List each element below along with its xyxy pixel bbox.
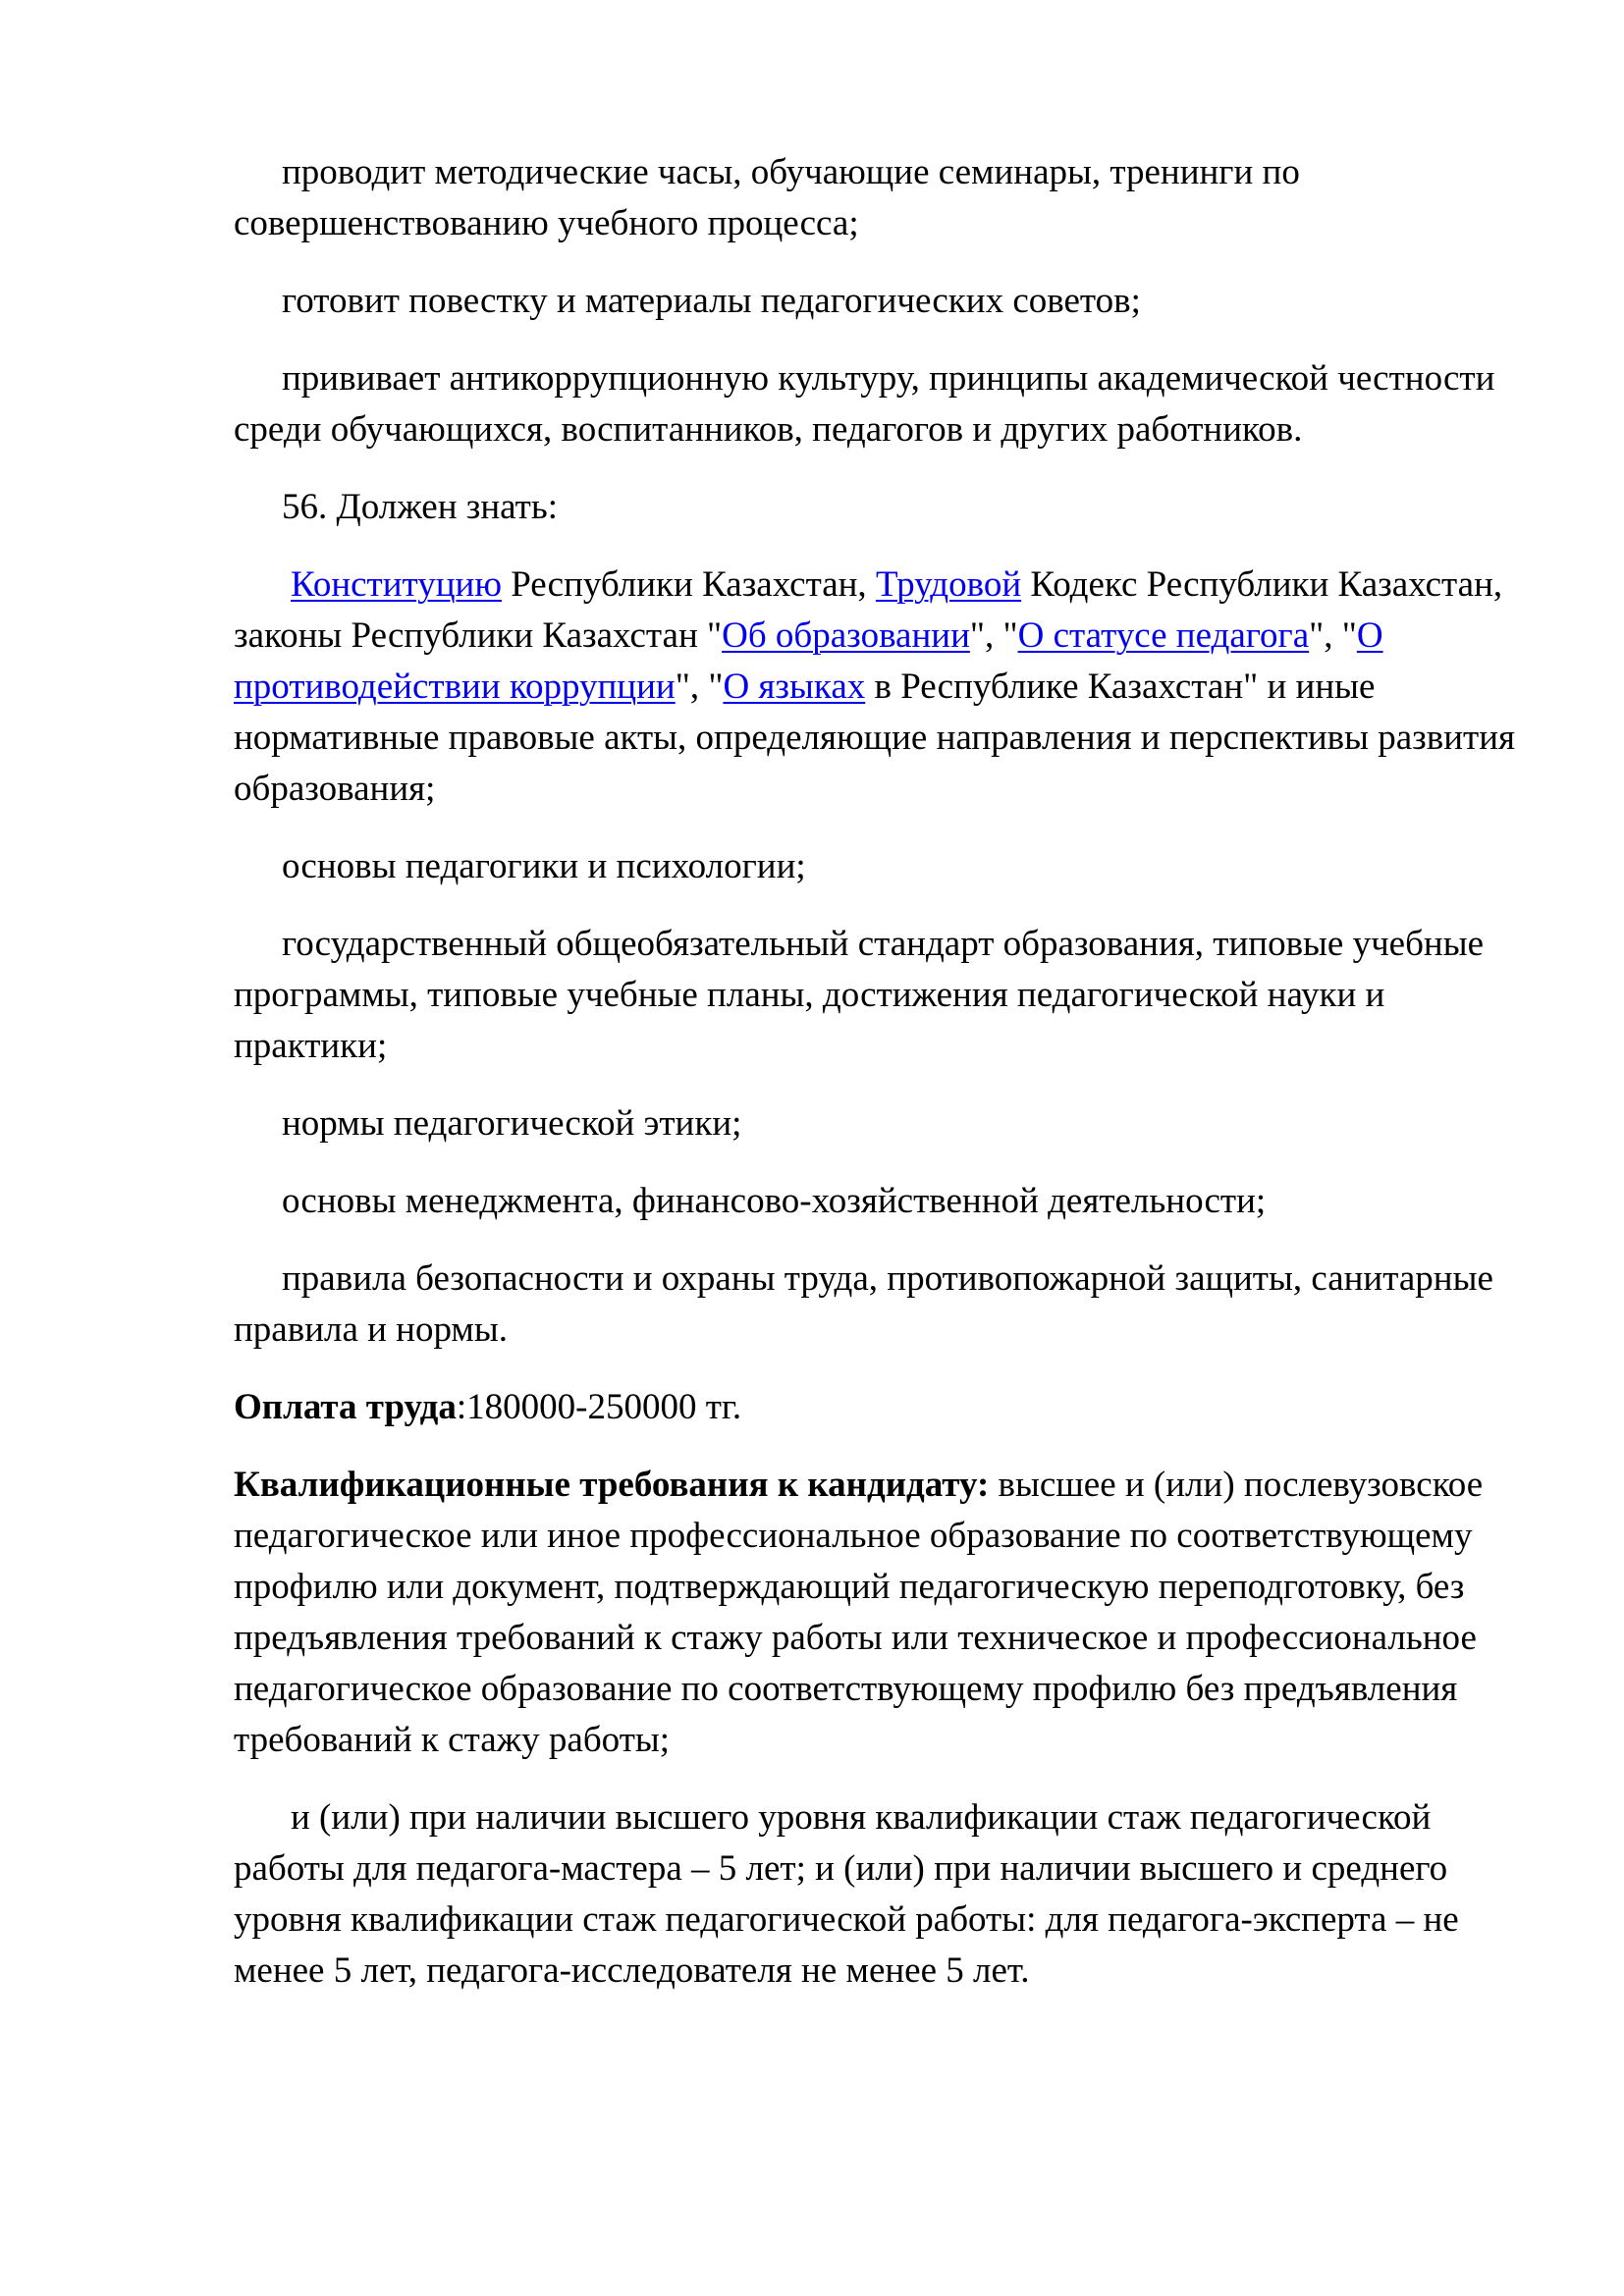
link-law-education[interactable]: Об образовании [722,615,970,656]
section-heading-must-know: 56. Должен знать: [282,487,558,527]
knowledge-item-safety: правила безопасности и охраны труда, противопожарной защиты, санитарные правила и нормы. [234,1258,1493,1350]
laws-text-4: ", " [1309,615,1357,656]
qualification-label: Квалификационные требования к кандидату: [234,1465,990,1505]
laws-text-6: в Республике Казахстан" и иные нормативные правовые акты, определяющие направления и перспективы развития образования; [234,667,1516,809]
knowledge-item-pedagogy: основы педагогики и психологии; [282,846,806,886]
link-labor-code[interactable]: Трудовой [875,564,1022,605]
knowledge-item-ethics: нормы педагогической этики; [282,1103,742,1144]
salary-value: :180000-250000 тг. [456,1387,742,1427]
document-page [234,147,1520,2023]
link-law-languages[interactable]: О языках [723,667,866,707]
link-law-teacher-status[interactable]: О статусе педагога [1017,615,1310,656]
qualification-paragraph [234,1460,1520,1766]
laws-text-2: Кодекс Республики Казахстан, законы Республики Казахстан " [234,564,1503,656]
qualification-text: высшее и (или) послевузовское педагогическое или иное профессиональное образование по соответствующему профилю или документ, подтверждающий педагогическую переподготовку, без предъявления требований к стажу работы или техническое и профессиональное педагогическое образование по соответствующему профилю без предъявления требований к стажу работы; [234,1465,1484,1760]
laws-text-3: ", " [969,615,1018,656]
knowledge-item-management: основы менеджмента, финансово-хозяйственной деятельности; [282,1181,1267,1221]
salary-label: Оплата труда [234,1387,457,1427]
duty-anticorruption-culture: прививает антикоррупционную культуру, принципы академической честности среди обучающихся, воспитанников, педагогов и других работников. [234,358,1495,450]
duty-methodical-hours: проводит методические часы, обучающие семинары, тренинги по совершенствованию учебного процесса; [234,152,1300,243]
link-constitution[interactable]: Конституцию [291,564,502,605]
laws-text-5: ", " [675,667,724,707]
link-law-anticorruption[interactable]: О противодействии коррупции [234,615,1383,707]
knowledge-item-standard: государственный общеобязательный стандарт образования, типовые учебные программы, типовые учебные планы, достижения педагогической науки и практики; [234,924,1485,1066]
laws-paragraph [234,560,1520,815]
duty-pedagogical-councils: готовит повестку и материалы педагогических советов; [282,281,1141,321]
laws-text-1: Республики Казахстан, [501,564,876,605]
qualification-experience: и (или) при наличии высшего уровня квалификации стаж педагогической работы для педагога-мастера – 5 лет; и (или) при наличии высшего и среднего уровня квалификации стаж педагогической работы: для педагога-эксперта – не менее 5 лет, педагога-исследователя не менее 5 лет. [234,1797,1459,1991]
salary-line [234,1382,1520,1433]
